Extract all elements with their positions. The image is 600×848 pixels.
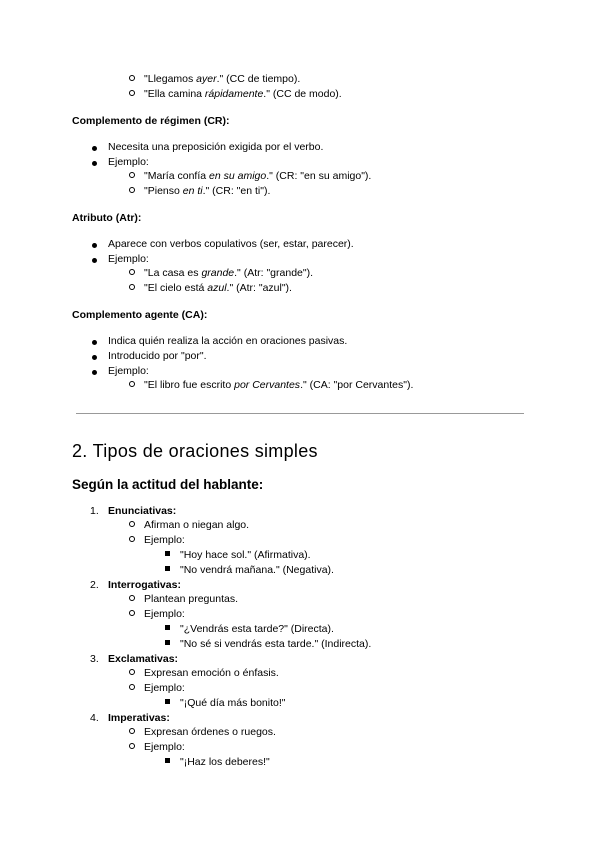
list-item-title: Imperativas: [108,712,170,724]
bullet-text: Ejemplo: [108,156,149,168]
square-bullet-icon [165,699,170,704]
disc-bullet-icon [92,370,97,375]
example-line [144,378,413,392]
square-bullet-icon [165,551,170,556]
circle-bullet-icon [129,743,135,749]
example-line [144,184,270,198]
example-text: ." (CR: "en ti"). [202,185,271,197]
list-item-ejemplo: Ejemplo: [144,682,185,694]
example-emphasis: rápidamente [204,88,264,100]
horizontal-rule [76,413,524,414]
example-emphasis: por Cervantes [234,379,301,391]
disc-bullet-icon [92,146,97,151]
list-number: 3. [90,653,99,665]
circle-bullet-icon [129,75,135,81]
circle-bullet-icon [129,269,135,275]
example-text: "Hoy hace sol." (Afirmativa). [180,549,311,561]
example-text: ." (Atr: "grande"). [234,267,314,279]
example-text: ." (Atr: "azul"). [226,282,292,294]
example-line [144,266,313,280]
example-text: ." (CC de modo). [263,88,342,100]
example-line [144,169,371,183]
list-item-desc: Expresan órdenes o ruegos. [144,726,276,738]
list-item-title: Enunciativas: [108,505,177,517]
example-text: "¿Vendrás esta tarde?" (Directa). [180,623,334,635]
circle-bullet-icon [129,728,135,734]
example-line [144,72,300,86]
bullet-text: Necesita una preposición exigida por el verbo. [108,141,324,153]
square-bullet-icon [165,566,170,571]
example-line [144,87,342,101]
circle-bullet-icon [129,187,135,193]
bullet-text: Introducido por "por". [108,350,207,362]
bullet-text: Aparece con verbos copulativos (ser, estar, parecer). [108,238,354,250]
example-line [144,281,292,295]
example-emphasis: en ti [182,185,203,197]
section-heading-cr: Complemento de régimen (CR): [72,115,230,127]
list-item-desc: Expresan emoción o énfasis. [144,667,279,679]
disc-bullet-icon [92,340,97,345]
list-item-desc: Afirman o niegan algo. [144,519,250,531]
bullet-text: Ejemplo: [108,365,149,377]
square-bullet-icon [165,625,170,630]
example-text: ." (CA: "por Cervantes"). [300,379,414,391]
circle-bullet-icon [129,172,135,178]
list-item-title: Exclamativas: [108,653,179,665]
disc-bullet-icon [92,355,97,360]
circle-bullet-icon [129,669,135,675]
example-text: ." (CR: "en su amigo"). [266,170,372,182]
example-text: "Ella camina [144,88,205,100]
circle-bullet-icon [129,521,135,527]
circle-bullet-icon [129,610,135,616]
square-bullet-icon [165,758,170,763]
bullet-text: Indica quién realiza la acción en oraciones pasivas. [108,335,348,347]
circle-bullet-icon [129,684,135,690]
list-item-desc: Plantean preguntas. [144,593,238,605]
example-emphasis: grande [201,267,235,279]
example-text: ." (CC de tiempo). [216,73,301,85]
circle-bullet-icon [129,595,135,601]
example-text: "No vendrá mañana." (Negativa). [180,564,334,576]
example-text: "¡Qué día más bonito!" [180,697,286,709]
example-text: "El libro fue escrito [144,379,235,391]
list-item-ejemplo: Ejemplo: [144,741,185,753]
list-number: 1. [90,505,99,517]
example-text: "No sé si vendrás esta tarde." (Indirecta). [180,638,372,650]
list-item-title: Interrogativas: [108,579,181,591]
disc-bullet-icon [92,161,97,166]
section-title: 2. Tipos de oraciones simples [72,441,318,461]
square-bullet-icon [165,640,170,645]
circle-bullet-icon [129,536,135,542]
section-heading-ca: Complemento agente (CA): [72,309,208,321]
list-item-ejemplo: Ejemplo: [144,608,185,620]
section-subtitle: Según la actitud del hablante: [72,477,264,492]
example-text: "El cielo está [144,282,208,294]
example-text: "Pienso [144,185,183,197]
disc-bullet-icon [92,258,97,263]
list-number: 2. [90,579,99,591]
bullet-text: Ejemplo: [108,253,149,265]
example-emphasis: ayer [196,73,217,85]
list-item-ejemplo: Ejemplo: [144,534,185,546]
section-heading-atr: Atributo (Atr): [72,212,142,224]
example-emphasis: en su amigo [209,170,267,182]
example-text: "La casa es [144,267,202,279]
example-text: "¡Haz los deberes!" [180,756,270,768]
example-text: "María confía [144,170,210,182]
circle-bullet-icon [129,284,135,290]
example-text: "Llegamos [144,73,197,85]
circle-bullet-icon [129,90,135,96]
example-emphasis: azul [207,282,227,294]
list-number: 4. [90,712,99,724]
disc-bullet-icon [92,243,97,248]
circle-bullet-icon [129,381,135,387]
